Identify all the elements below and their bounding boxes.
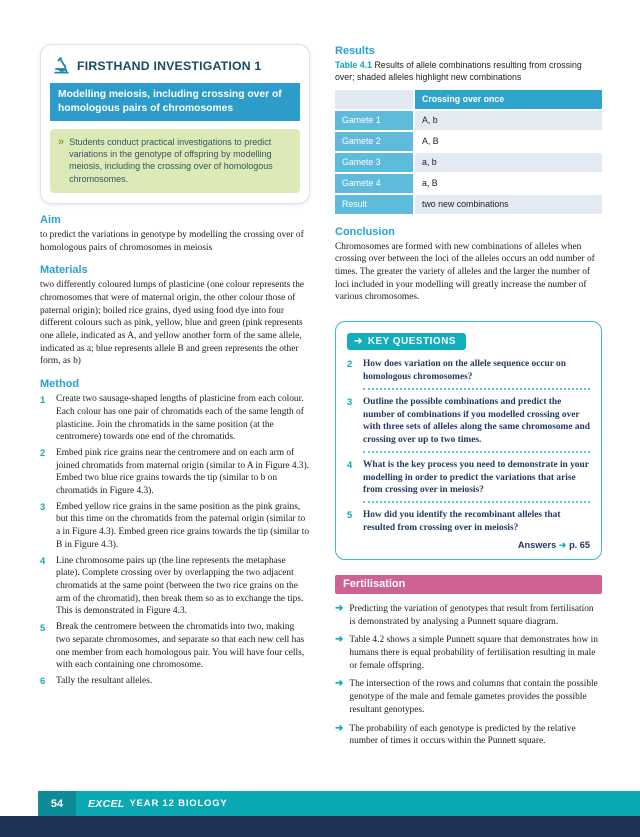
key-questions-badge (347, 333, 466, 350)
fertilisation-bullet (335, 634, 602, 672)
dotted-divider (363, 501, 590, 503)
step-text: Embed yellow rice grains in the same position as the pink grains, but this time on the chromatids from the paternal origin (similar to a in Figure 4.3). Embed green rice grains towards the tip (similar to B in Figure 4.3). (56, 501, 310, 550)
arrow-icon: ➜ (335, 634, 344, 646)
right-column (335, 44, 602, 754)
arrow-icon: ➜ (335, 722, 344, 734)
table-row (335, 195, 602, 216)
fertilisation-bullet (335, 723, 602, 748)
answers-reference (347, 540, 590, 551)
arrow-icon: ➜ (558, 539, 567, 550)
question-number: 3 (347, 395, 353, 407)
bullet-text: The probability of each genotype is predicted by the relative number of times it occurs within the Punnett square. (349, 723, 576, 747)
row-label: Gamete 2 (335, 132, 413, 153)
table-caption (335, 60, 602, 84)
question-text: What is the key process you need to demonstrate in your modelling in order to predict the variations that arise from crossing over in meiosis? (363, 459, 589, 496)
step-text: Break the centromere between the chromatids into two, making two separate chromosomes, and separate so that each new cell has one member from each homologous pair. You will have four cells, with each containing one chromosome. (56, 622, 305, 671)
chevron-icon: » (58, 136, 65, 148)
row-label: Gamete 3 (335, 153, 413, 174)
table-row (335, 153, 602, 174)
method-step (40, 393, 310, 444)
syllabus-text: Students conduct practical investigations to predict variations in the genotype of offspring by modelling meiosis, including the crossing over of homologous chromosomes. (69, 137, 273, 184)
row-value: A, B (413, 132, 602, 153)
table-row (335, 111, 602, 132)
row-value: two new combinations (413, 195, 602, 216)
table-column-header: Crossing over once (413, 90, 602, 111)
step-text: Tally the resultant alleles. (56, 675, 153, 686)
method-step (40, 555, 310, 619)
step-text: Embed pink rice grains near the centromere and on each arm of joined chromatids from maternal origin (similar to A in Figure 4.3). Embed two blue rice grains towards the tip (similar to b on chromatids in Figure 4.3). (56, 447, 310, 497)
row-value: a, b (413, 153, 602, 174)
footer-bar (38, 791, 640, 816)
microscope-icon (52, 56, 71, 75)
method-step (40, 675, 310, 688)
results-heading: Results (335, 45, 375, 57)
investigation-heading: FIRSTHAND INVESTIGATION 1 (77, 58, 262, 73)
answers-page: p. 65 (569, 539, 590, 550)
row-label: Gamete 4 (335, 174, 413, 195)
arrow-icon: ➜ (335, 678, 344, 690)
key-questions-box (335, 321, 602, 560)
table-caption-text: Results of allele combinations resulting from crossing over; shaded alleles highlight new combinations (335, 60, 582, 82)
bullet-text: The intersection of the rows and columns that contain the possible genotype of the male and female gametes provides the possible resultant genotypes. (349, 679, 598, 715)
investigation-card (40, 44, 310, 204)
footer-brand: EXCEL (88, 797, 125, 810)
investigation-title-row (52, 56, 300, 75)
question-number: 5 (347, 509, 353, 521)
arrow-icon: ➜ (354, 336, 363, 348)
results-table (335, 90, 602, 216)
syllabus-box (50, 129, 300, 193)
investigation-banner: Modelling meiosis, including crossing over of homologous pairs of chromosomes (50, 83, 300, 121)
arrow-icon: ➜ (335, 602, 344, 614)
bullet-text: Predicting the variation of genotypes that result from fertilisation is demonstrated by analysing a Punnett square diagram. (349, 603, 594, 627)
key-question (347, 358, 590, 384)
step-number: 1 (40, 393, 46, 405)
aim-text: to predict the variations in genotype by modelling the crossing over of homologous pairs of chromosomes in meiosis (40, 229, 304, 253)
key-question (347, 509, 590, 535)
conclusion-text: Chromosomes are formed with new combinations of alleles when crossing over between the loci of the alleles occurs an odd number of times. The greater the variety of alleles and the larger the number of loci included in your modelling will greatly increase the number of various chromosomes. (335, 241, 595, 303)
conclusion-heading: Conclusion (335, 225, 395, 238)
step-text: Create two sausage-shaped lengths of plasticine from each colour. Each colour has one pair of chromatids each of the same length of plasticine. Join the chromatids in the same position (at the centromere) towards one end of the chromatids. (56, 394, 304, 443)
question-number: 2 (347, 358, 353, 370)
materials-text: two differently coloured lumps of plasticine (one colour represents the chromosomes that were of maternal origin, the other colour those of paternal origin); boiled rice grains, dyed using food dye into four different colours such as pink, yellow, blue and green (pink represents one allele, indicated as A, and yellow another form of the same allele, indicated as a; blue represents allele B and green represents the other form, as b) (40, 280, 305, 367)
step-number: 6 (40, 675, 46, 687)
fertilisation-heading: Fertilisation (335, 575, 602, 594)
materials-heading: Materials (40, 264, 88, 277)
page-number: 54 (38, 791, 76, 816)
row-label: Gamete 1 (335, 111, 413, 132)
table-corner-cell (335, 90, 413, 111)
table-caption-label: Table 4.1 (335, 60, 372, 70)
dotted-divider (363, 451, 590, 453)
method-heading: Method (40, 378, 80, 391)
step-number: 2 (40, 447, 46, 459)
footer-navy-bar (0, 816, 640, 837)
footer-series-title: YEAR 12 BIOLOGY (129, 798, 228, 809)
row-value: a, B (413, 174, 602, 195)
step-number: 3 (40, 501, 46, 513)
row-value: A, b (413, 111, 602, 132)
method-step (40, 447, 310, 498)
step-number: 5 (40, 621, 46, 633)
step-text: Line chromosome pairs up (the line represents the metaphase plate). Complete crossing over by overlapping the two adjacent chromatids at the same point (between the two rice grains on the arm of the chromatid), then break them so as to exchange the tips. This is demonstrated in Figure 4.3. (56, 555, 304, 617)
table-row (335, 174, 602, 195)
key-question (347, 459, 590, 497)
table-header-row (335, 90, 602, 111)
answers-label: Answers (517, 539, 557, 550)
fertilisation-bullet (335, 678, 602, 716)
bullet-text: Table 4.2 shows a simple Punnett square that demonstrates how in humans there is equal probability of fertilisation resulting in male or female offspring. (349, 635, 598, 671)
question-text: How does variation on the allele sequence occur on homologous chromosomes? (363, 359, 566, 382)
key-questions-badge-label: KEY QUESTIONS (367, 336, 457, 348)
aim-heading: Aim (40, 213, 61, 226)
question-number: 4 (347, 458, 353, 470)
table-row (335, 132, 602, 153)
question-text: How did you identify the recombinant alleles that resulted from crossing over in meiosis? (363, 510, 561, 534)
step-number: 4 (40, 555, 46, 567)
fertilisation-bullet (335, 603, 602, 628)
dotted-divider (363, 388, 590, 390)
method-step (40, 621, 310, 672)
question-text: Outline the possible combinations and predict the number of combinations if you modelled crossing over with three sets of alleles along the same chromosome and crossing over up to two times. (363, 396, 590, 446)
left-column (40, 44, 310, 754)
key-question (347, 396, 590, 447)
row-label: Result (335, 195, 413, 216)
method-step (40, 501, 310, 552)
